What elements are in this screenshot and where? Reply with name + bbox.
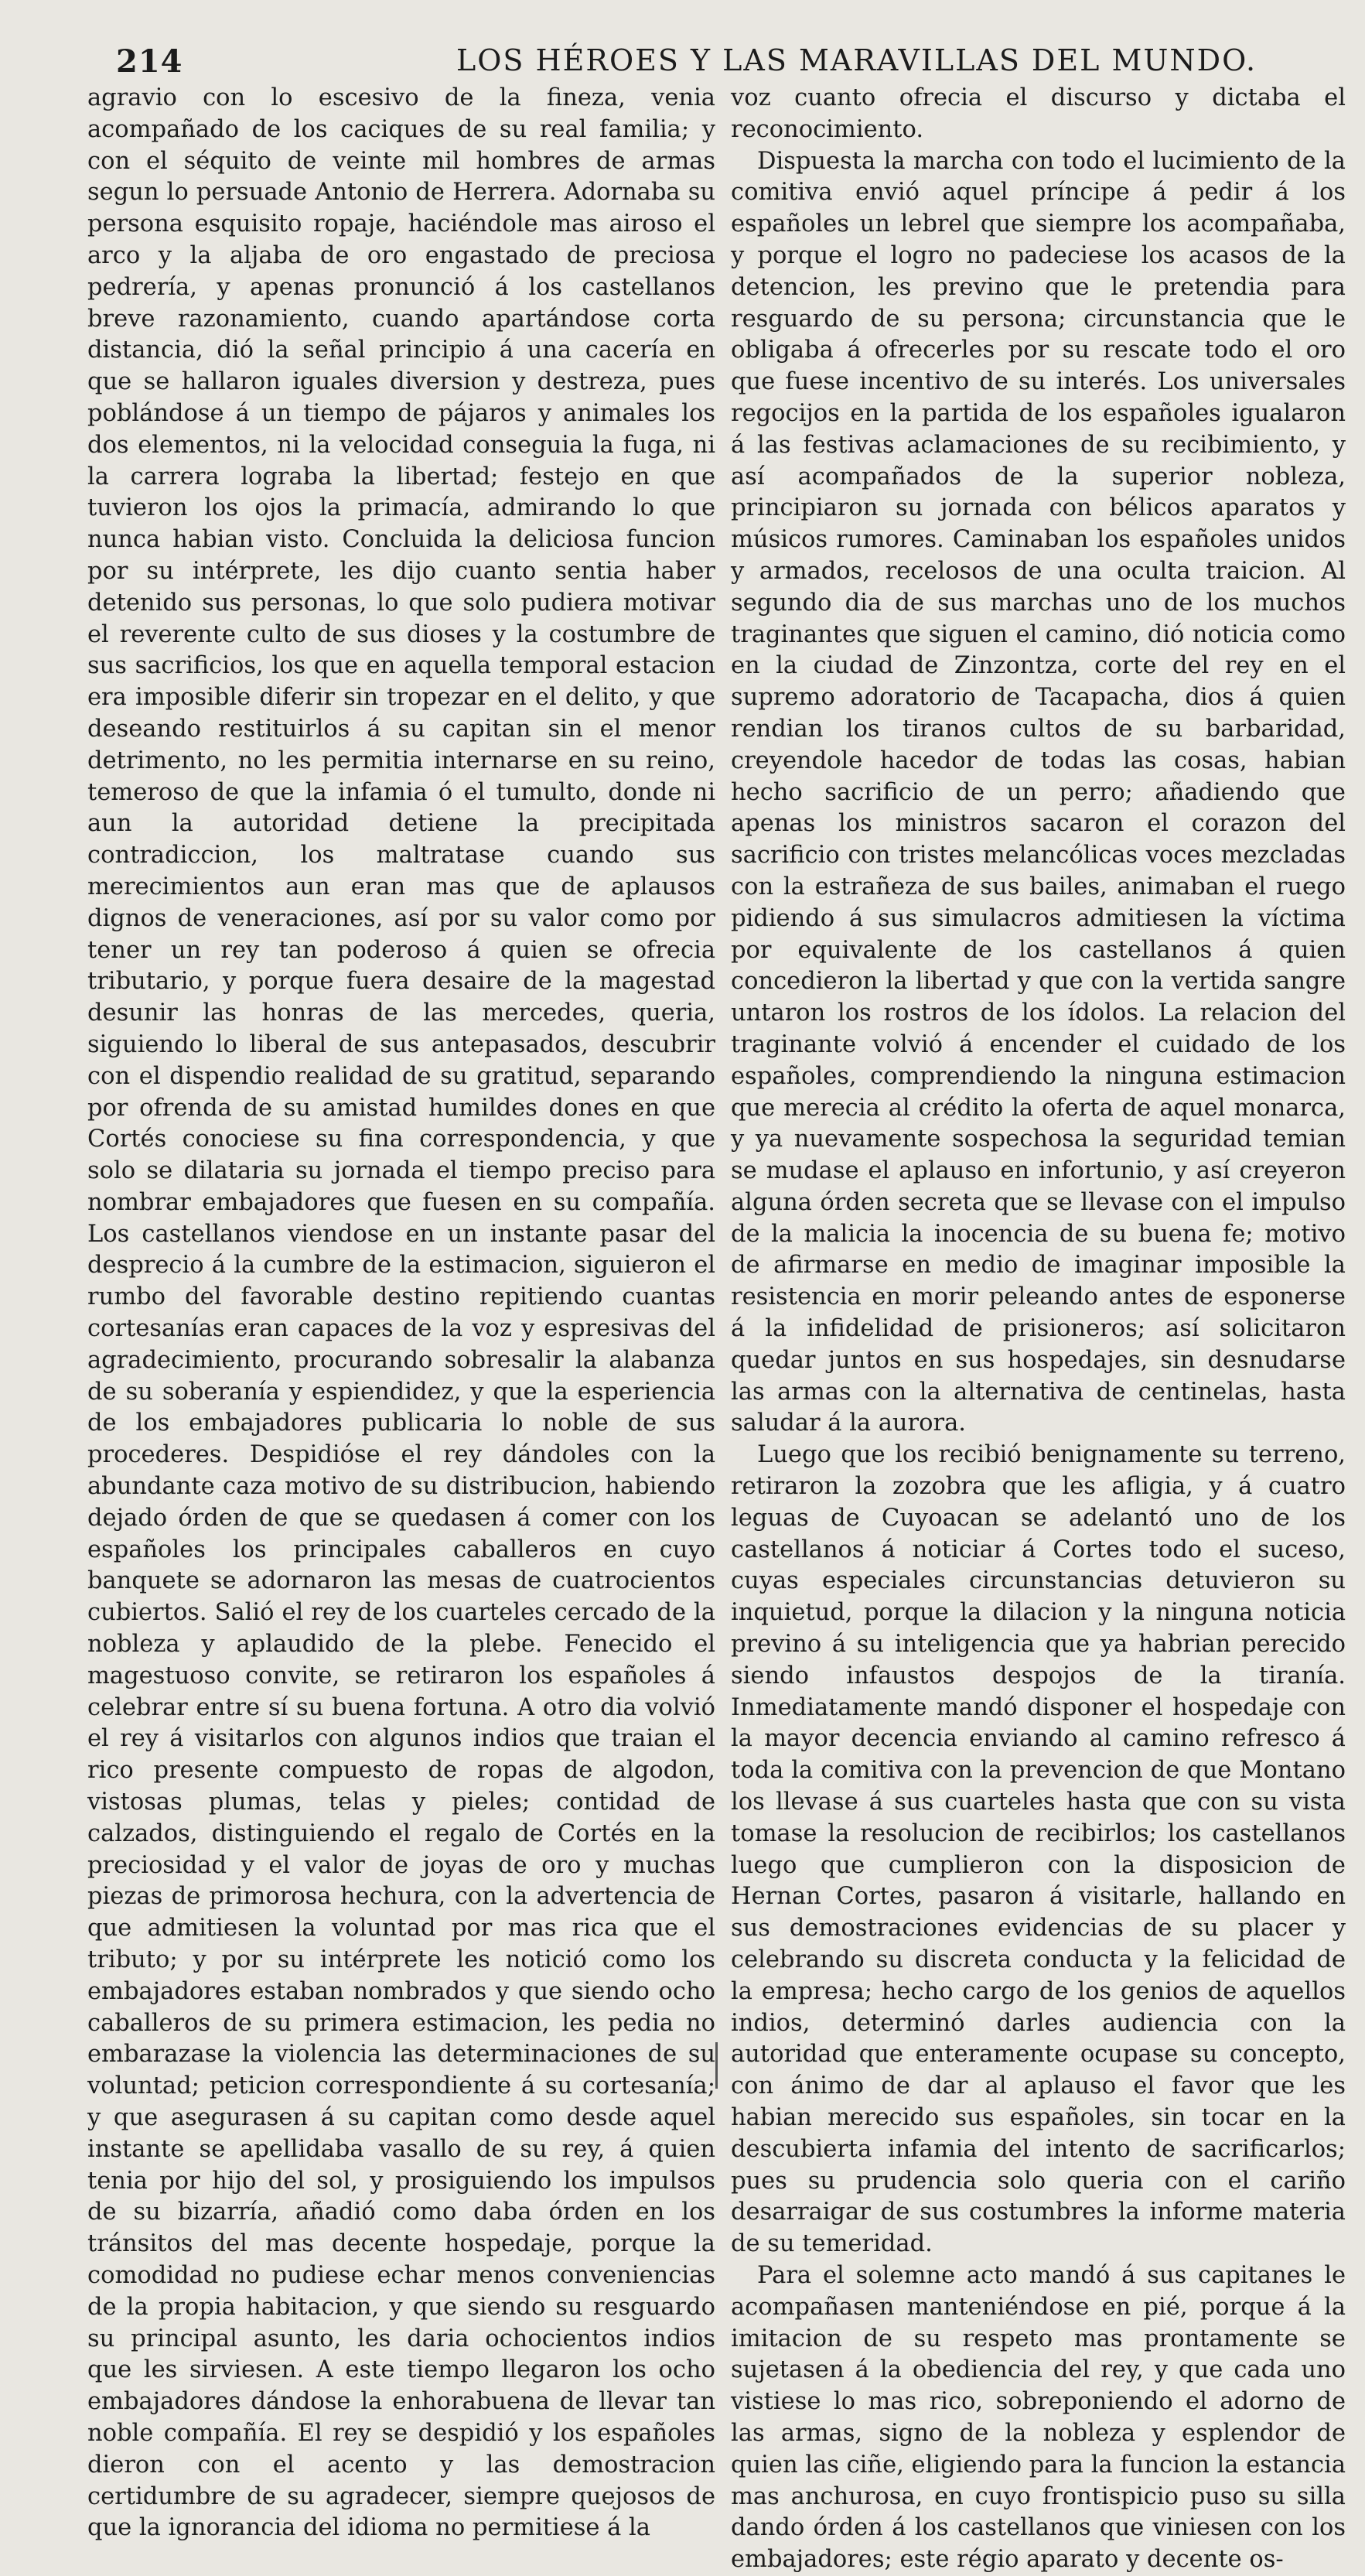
page-number: 214 <box>116 43 183 80</box>
paragraph: Luego que los recibió benignamente su terreno, retiraron la zozobra que les afligia, y á cuatro leguas de Cuyoacan se adelantó uno de los castellanos á noticiar á Cortes todo el suceso, cuyas especiales circunstancias detuvieron su inquietud, porque la dilacion y la ninguna noticia previno á su inteligencia que ya habrian perecido siendo infaustos despojos de la tiranía. Inmediatamente mandó disponer el hospedaje con la mayor decencia enviando al camino refresco á toda la comitiva con la prevencion de que Montano los llevase á sus cuarteles hasta que con su vista tomase la resolucion de recibirlos; los castellanos luego que cumplieron con la disposicion de Hernan Cortes, pasaron á visitarle, hallando en sus demostraciones evidencias de su placer y celebrando su discreta conducta y la felicidad de la empresa; hecho cargo de los genios de aquellos indios, determinó darles audiencia con la autoridad que enteramente ocupase su concepto, con ánimo de dar al aplauso el favor que les habian merecido sus españoles, sin tocar en la descubierta infamia del intento de sacrificarlos; pues su prudencia solo queria con el cariño desarraigar de sus costumbres la informe materia de su temeridad. <box>731 1441 1346 2258</box>
column-divider <box>715 2042 718 2089</box>
paragraph: agravio con lo escesivo de la fineza, venia acompañado de los caciques de su real familia; y con el séquito de veinte mil hombres de armas segun lo persuade Antonio de Herrera. Adornaba su persona esquisito ropaje, haciéndole mas airoso el arco y la aljaba de oro engastado de preciosa pedrería, y apenas pronunció á los castellanos breve razonamiento, cuando apartándose corta distancia, dió la señal principio á una cacería en que se hallaron iguales diversion y destreza, pues poblándose á un tiempo de pájaros y animales los dos elementos, ni la velocidad conseguia la fuga, ni la carrera lograba la libertad; festejo en que tuvieron los ojos la primacía, admirando lo que nunca habian visto. Concluida la deliciosa funcion por su intérprete, les dijo cuanto sentia haber detenido sus personas, lo que solo pudiera motivar el reverente culto de sus dioses y la costumbre de sus sacrificios, los que en aquella temporal estacion era imposible diferir sin tropezar en el delito, y que deseando restituirlos á su capitan sin el menor detrimento, no les permitia internarse en su reino, temeroso de que la infamia ó el tumulto, donde ni aun la autoridad detiene la precipitada contradiccion, los maltratase cuando sus merecimientos aun eran mas que de aplausos dignos de veneraciones, así por su valor como por tener un rey tan poderoso á quien se ofrecia tributario, y porque fuera desaire de la magestad desunir las honras de las mercedes, queria, siguiendo lo liberal de sus antepasados, descubrir con el dispendio realidad de su gratitud, separando por ofrenda de su amistad humildes dones en que Cortés conociese su fina correspondencia, y que solo se dilataria su jornada el tiempo preciso para nombrar embajadores que fuesen en su compañía. Los castellanos viendose en un instante pasar del desprecio á la cumbre de la estimacion, siguieron el rumbo del favorable destino repitiendo cuantas cortesanías eran capaces de la voz y espresivas del agradecimiento, procurando sobresalir la alabanza de su soberanía y espiendidez, y que la esperiencia de los embajadores publicaria lo noble de sus procederes. Despidióse el rey dándoles con la abundante caza motivo de su distribucion, habiendo dejado órden de que se quedasen á comer con los españoles los principales caballeros en cuyo banquete se adornaron las mesas de cuatrocientos cubiertos. Salió el rey de los cuarteles cercado de la nobleza y aplaudido de la plebe. Fenecido el magestuoso convite, se retiraron los españoles á celebrar entre sí su buena fortuna. A otro dia volvió el rey á visitarlos con algunos indios que traian el rico presente compuesto de ropas de algodon, vistosas plumas, telas y pieles; contidad de calzados, distinguiendo el regalo de Cortés en la preciosidad y el valor de joyas de oro y muchas piezas de primorosa hechura, con la advertencia de que admitiesen la voluntad por mas rica que el tributo; y por su intérprete les notició como los embajadores estaban nombrados y que siendo ocho caballeros de su primera estimacion, les pedia no embarazase la violencia las determinaciones de su voluntad; peticion correspondiente á su cortesanía; y que asegurasen á su capitan como desde aquel instante se apellidaba vasallo de su rey, á quien tenia por hijo del sol, y prosiguiendo los impulsos de su bizarría, añadió como daba órden en los tránsitos del mas decente hospedaje, porque la comodidad no pudiese echar menos conveniencias de la propia habitacion, y que siendo su resguardo su principal asunto, les daria ochocientos indios que les sirviesen. A este tiempo llegaron los ocho embajadores dándose la enhorabuena de llevar tan noble compañía. El rey se despidió y los españoles dieron con el acento y las demostracion certidumbre de su agradecer, siempre quejosos de que la ignorancia del idioma no permitiese á la <box>87 84 715 2542</box>
left-column <box>87 83 715 2542</box>
page-header <box>116 43 1258 82</box>
right-column <box>731 83 1346 2574</box>
paragraph: Dispuesta la marcha con todo el lucimiento de la comitiva envió aquel príncipe á pedir á los españoles un lebrel que siempre los acompañaba, y porque el logro no padeciese los acasos de la detencion, les previno que le pretendia para resguardo de su persona; circunstancia que le obligaba á ofrecerles por su rescate todo el oro que fuese incentivo de su interés. Los universales regocijos en la partida de los españoles igualaron á las festivas aclamaciones de su recibimiento, y así acompañados de la superior nobleza, principiaron su jornada con bélicos aparatos y músicos rumores. Caminaban los españoles unidos y armados, recelosos de una oculta traicion. Al segundo dia de sus marchas uno de los muchos traginantes que siguen el camino, dió noticia como en la ciudad de Zinzontza, corte del rey en el supremo adoratorio de Tacapacha, dios á quien rendian los tiranos cultos de su barbaridad, creyendole hacedor de todas las cosas, habian hecho sacrificio de un perro; añadiendo que apenas los ministros sacaron el corazon del sacrificio con tristes melancólicas voces mezcladas con la estrañeza de sus bailes, animaban el ruego pidiendo á sus simulacros admitiesen la víctima por equivalente de los castellanos á quien concedieron la libertad y que con la vertida sangre untaron los rostros de los ídolos. La relacion del traginante volvió á encender el cuidado de los españoles, comprendiendo la ninguna estimacion que merecia al crédito la oferta de aquel monarca, y ya nuevamente sospechosa la seguridad temian se mudase el aplauso en infortunio, y así creyeron alguna órden secreta que se llevase con el impulso de la malicia la inocencia de su buena fe; motivo de afirmarse en medio de imaginar imposible la resistencia en morir peleando antes de esponerse á la infidelidad de prisioneros; así solicitaron quedar juntos en sus hospedajes, sin desnudarse las armas con la alternativa de centinelas, hasta saludar á la aurora. <box>731 147 1346 1437</box>
running-title: LOS HÉROES Y LAS MARAVILLAS DEL MUNDO. <box>456 43 1258 77</box>
paragraph: voz cuanto ofrecia el discurso y dictaba el reconocimiento. <box>731 84 1346 143</box>
paragraph: Para el solemne acto mandó á sus capitanes le acompañasen manteniéndose en pié, porque á la imitacion de su respeto mas prontamente se sujetasen á la obediencia del rey, y que cada uno vistiese lo mas rico, sobreponiendo el adorno de las armas, signo de la nobleza y esplendor de quien las ciñe, eligiendo para la funcion la estancia mas anchurosa, en cuyo frontispicio puso su silla dando órden á los castellanos que viniesen con los embajadores; este régio aparato y decente os- <box>731 2261 1346 2574</box>
